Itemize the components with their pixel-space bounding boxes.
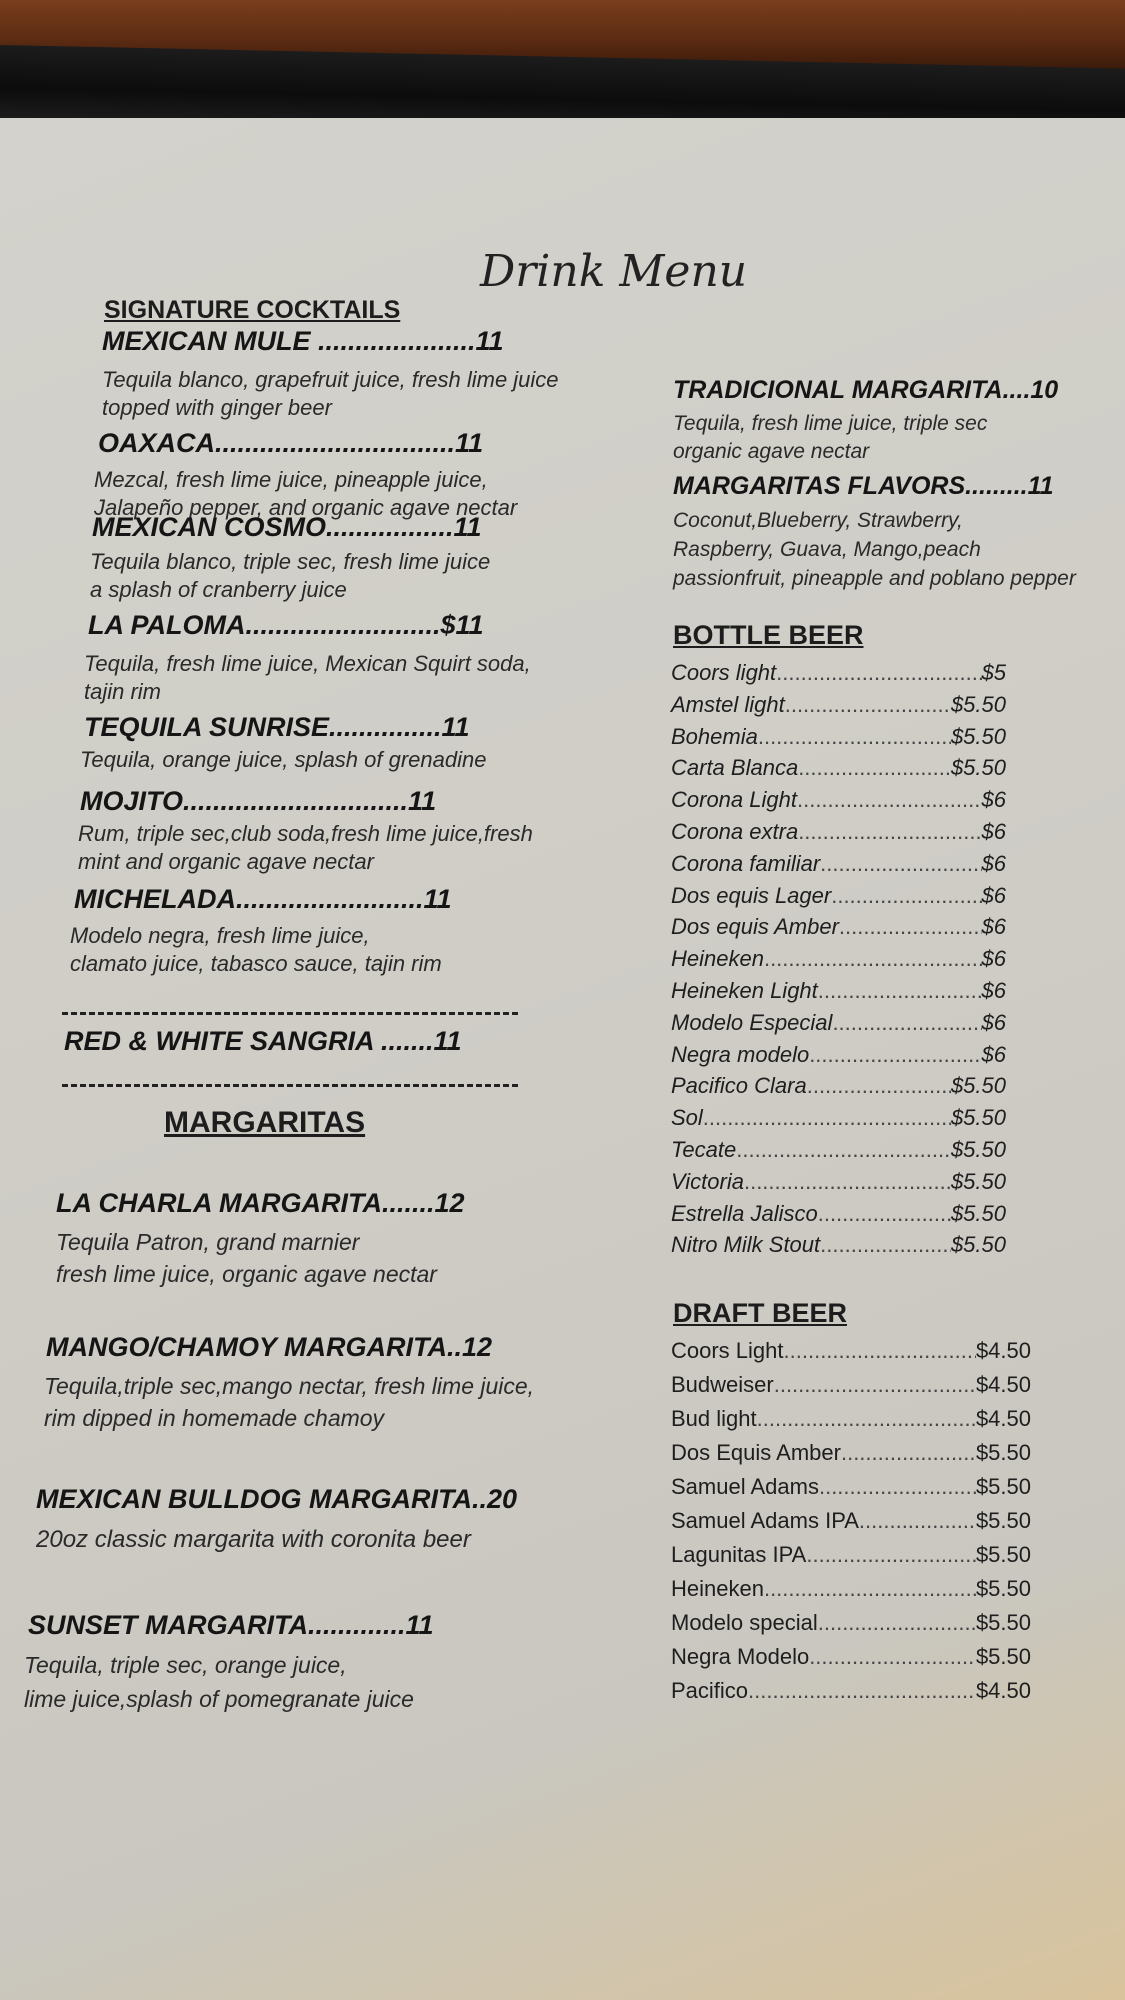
beer-name: Bohemia	[671, 723, 758, 749]
description-line: Modelo negra, fresh lime juice,	[70, 923, 370, 948]
margarita-name: TRADICIONAL MARGARITA....10	[673, 376, 1059, 404]
beer-price: $5.50	[950, 1200, 1006, 1226]
beer-name: Corona Light	[671, 787, 797, 813]
beer-row	[671, 1440, 1031, 1466]
dot-leader	[839, 914, 982, 940]
description-line: Coconut,Blueberry, Strawberry,	[673, 509, 963, 532]
dot-leader	[820, 1232, 951, 1258]
beer-row	[671, 1474, 1031, 1500]
margaritas-header: MARGARITAS	[164, 1106, 366, 1139]
cocktail-name: MEXICAN MULE .....................11	[102, 326, 504, 356]
dot-leader	[776, 660, 981, 686]
beer-row	[671, 1338, 1031, 1364]
beer-row	[671, 1542, 1031, 1568]
beer-name: Tecate	[671, 1137, 737, 1162]
description-line: lime juice,splash of pomegranate juice	[24, 1686, 414, 1712]
margarita-description	[673, 506, 1113, 593]
margarita-name: MEXICAN BULLDOG MARGARITA..20	[36, 1484, 518, 1514]
beer-price: $4.50	[975, 1338, 1031, 1363]
cocktail-description	[80, 746, 600, 774]
dot-leader	[774, 1372, 976, 1398]
dot-leader	[818, 1201, 951, 1227]
beer-row	[671, 914, 1006, 940]
cocktail-description	[70, 922, 590, 978]
description-line: 20oz classic margarita with coronita beer	[36, 1526, 471, 1553]
beer-row	[671, 787, 1006, 813]
beer-row	[671, 1644, 1031, 1670]
cocktail-name: MICHELADA.........................11	[74, 884, 452, 914]
beer-name: Dos equis Amber	[671, 914, 839, 940]
beer-price: $6	[981, 850, 1006, 876]
beer-price: $5.50	[950, 723, 1006, 749]
beer-price: $5.50	[975, 1542, 1031, 1567]
description-line: organic agave nectar	[673, 440, 870, 463]
beer-price: $5.50	[975, 1644, 1031, 1669]
beer-price: $5.50	[950, 755, 1006, 781]
beer-row	[671, 978, 1006, 1004]
beer-price: $6	[981, 1041, 1006, 1067]
dot-leader	[809, 1042, 981, 1068]
beer-row	[671, 1201, 1006, 1227]
dot-leader	[764, 1576, 976, 1602]
beer-price: $5.50	[975, 1610, 1031, 1635]
beer-row	[671, 1508, 1031, 1534]
cocktail-description	[78, 820, 598, 876]
beer-name: Dos equis Lager	[671, 882, 832, 908]
beer-price: $5.50	[950, 1168, 1006, 1194]
beer-name: Modelo special	[671, 1610, 818, 1635]
beer-name: Nitro Milk Stout	[671, 1232, 821, 1258]
beer-price: $5.50	[975, 1576, 1031, 1601]
divider	[62, 1012, 518, 1015]
dot-leader	[757, 1406, 976, 1432]
description-line: Rum, triple sec,club soda,fresh lime juice,fresh	[78, 821, 533, 846]
beer-row	[671, 819, 1006, 845]
beer-name: Estrella Jalisco	[671, 1200, 818, 1226]
dot-leader	[820, 851, 981, 877]
beer-row	[671, 1232, 1006, 1258]
dot-leader	[744, 1169, 951, 1195]
dot-leader	[832, 1010, 981, 1036]
beer-price: $5.50	[950, 691, 1006, 717]
beer-name: Modelo Especial	[671, 1009, 833, 1035]
beer-row	[671, 1169, 1006, 1195]
dot-leader	[748, 1678, 976, 1704]
description-line: Tequila Patron, grand marnier	[56, 1229, 360, 1255]
beer-price: $4.50	[975, 1406, 1031, 1431]
cocktail-name: MEXICAN COSMO.................11	[92, 512, 482, 542]
margarita-name: MARGARITAS FLAVORS.........11	[673, 472, 1054, 500]
cocktail-name: MOJITO..............................11	[80, 786, 437, 816]
beer-price: $5.50	[975, 1474, 1031, 1499]
beer-name: Negra modelo	[671, 1041, 810, 1067]
beer-name: Budweiser	[671, 1372, 774, 1397]
margarita-description	[24, 1648, 564, 1716]
beer-price: $5.50	[975, 1508, 1031, 1533]
bottle-beer-header: BOTTLE BEER	[673, 620, 864, 650]
dot-leader	[797, 787, 982, 813]
description-line: Tequila, triple sec, orange juice,	[24, 1652, 347, 1678]
beer-name: Samuel Adams IPA	[671, 1508, 859, 1533]
beer-row	[671, 692, 1006, 718]
beer-row	[671, 1010, 1006, 1036]
beer-name: Sol	[671, 1105, 703, 1131]
description-line: Mezcal, fresh lime juice, pineapple juice,	[94, 467, 488, 492]
beer-price: $4.50	[975, 1372, 1031, 1397]
description-line: passionfruit, pineapple and poblano pepper	[673, 567, 1076, 590]
beer-row	[671, 946, 1006, 972]
dot-leader	[798, 755, 951, 781]
margarita-description	[36, 1524, 576, 1556]
description-line: Tequila, orange juice, splash of grenadine	[80, 747, 487, 772]
description-line: Tequila blanco, grapefruit juice, fresh lime juice	[102, 367, 559, 392]
dot-leader	[785, 692, 951, 718]
cocktail-name: TEQUILA SUNRISE...............11	[84, 712, 470, 742]
description-line: Raspberry, Guava, Mango,peach	[673, 538, 981, 561]
dot-leader	[831, 883, 981, 909]
beer-row	[671, 660, 1006, 686]
beer-row	[671, 1372, 1031, 1398]
dot-leader	[809, 1644, 976, 1670]
margarita-name: SUNSET MARGARITA.............11	[28, 1610, 434, 1640]
beer-name: Coors Light	[671, 1338, 784, 1363]
beer-price: $6	[981, 1009, 1006, 1035]
beer-name: Pacifico Clara	[671, 1073, 807, 1099]
beer-row	[671, 1073, 1006, 1099]
description-line: rim dipped in homemade chamoy	[44, 1405, 385, 1431]
dot-leader	[784, 1338, 976, 1364]
cocktail-description	[102, 366, 622, 422]
cocktail-description	[84, 650, 604, 706]
beer-row	[671, 1406, 1031, 1432]
margarita-name: MANGO/CHAMOY MARGARITA..12	[46, 1332, 493, 1362]
margarita-description	[44, 1370, 584, 1434]
dot-leader	[807, 1073, 951, 1099]
sangria-item: RED & WHITE SANGRIA .......11	[64, 1026, 462, 1056]
beer-price: $6	[981, 819, 1006, 844]
beer-price: $5.50	[950, 1232, 1006, 1258]
beer-price: $6	[981, 787, 1006, 813]
description-line: Jalapeño pepper, and organic agave nectar	[94, 495, 518, 520]
dot-leader	[859, 1508, 976, 1534]
signature-cocktails-header: SIGNATURE COCKTAILS	[104, 296, 401, 324]
cocktail-description	[90, 548, 610, 604]
description-line: a splash of cranberry juice	[90, 577, 347, 602]
beer-name: Dos Equis Amber	[671, 1440, 841, 1465]
description-line: Tequila, fresh lime juice, triple sec	[673, 412, 988, 435]
beer-name: Pacifico	[671, 1678, 749, 1703]
beer-row	[671, 1137, 1006, 1163]
beer-price: $5.50	[950, 1073, 1006, 1099]
beer-name: Heineken	[671, 1576, 764, 1601]
dot-leader	[841, 1440, 976, 1466]
description-line: Tequila,triple sec,mango nectar, fresh lime juice,	[44, 1373, 535, 1399]
beer-row	[671, 1576, 1031, 1602]
beer-row	[671, 1678, 1031, 1704]
dot-leader	[818, 978, 982, 1004]
beer-name: Amstel light	[671, 691, 785, 717]
dot-leader	[819, 1474, 976, 1500]
beer-name: Corona familiar	[671, 850, 821, 876]
beer-row	[671, 755, 1006, 781]
description-line: Tequila blanco, triple sec, fresh lime juice	[90, 549, 491, 574]
beer-price: $5.50	[950, 1105, 1006, 1131]
beer-row	[671, 1105, 1006, 1131]
dot-leader	[736, 1137, 951, 1163]
description-line: topped with ginger beer	[102, 395, 332, 420]
beer-name: Carta Blanca	[671, 755, 799, 781]
beer-name: Heineken Light	[671, 978, 818, 1003]
beer-name: Lagunitas IPA	[671, 1542, 807, 1567]
dot-leader	[798, 819, 981, 845]
draft-beer-header: DRAFT BEER	[673, 1298, 847, 1328]
beer-name: Corona extra	[671, 819, 799, 844]
dot-leader	[703, 1105, 951, 1131]
beer-row	[671, 851, 1006, 877]
beer-row	[671, 724, 1006, 750]
beer-name: Bud light	[671, 1406, 757, 1431]
menu-title: Drink Menu	[480, 246, 748, 297]
margarita-description	[673, 410, 1113, 466]
description-line: fresh lime juice, organic agave nectar	[56, 1261, 437, 1287]
description-line: mint and organic agave nectar	[78, 849, 374, 874]
dot-leader	[764, 946, 982, 972]
beer-name: Victoria	[671, 1168, 744, 1194]
beer-row	[671, 883, 1006, 909]
beer-row	[671, 1610, 1031, 1636]
cocktail-name: OAXACA................................11	[98, 428, 484, 458]
beer-name: Heineken	[671, 946, 764, 972]
beer-name: Coors light	[671, 660, 777, 685]
description-line: tajin rim	[84, 679, 162, 704]
margarita-description	[56, 1226, 536, 1290]
divider	[62, 1084, 518, 1087]
beer-price: $4.50	[975, 1678, 1031, 1703]
dot-leader	[806, 1542, 976, 1568]
cocktail-name: LA PALOMA..........................$11	[88, 610, 484, 640]
beer-price: $6	[981, 946, 1006, 972]
beer-row	[671, 1042, 1006, 1068]
beer-price: $5	[981, 660, 1006, 685]
description-line: clamato juice, tabasco sauce, tajin rim	[70, 951, 442, 976]
beer-price: $5.50	[950, 1137, 1006, 1162]
beer-price: $6	[981, 978, 1006, 1003]
beer-name: Negra Modelo	[671, 1644, 810, 1669]
beer-price: $6	[981, 914, 1006, 940]
description-line: Tequila, fresh lime juice, Mexican Squirt soda,	[84, 651, 531, 676]
margarita-name: LA CHARLA MARGARITA.......12	[56, 1188, 465, 1218]
beer-price: $6	[981, 882, 1006, 908]
beer-price: $5.50	[975, 1440, 1031, 1465]
dot-leader	[818, 1610, 976, 1636]
dot-leader	[758, 724, 951, 750]
beer-name: Samuel Adams	[671, 1474, 819, 1499]
